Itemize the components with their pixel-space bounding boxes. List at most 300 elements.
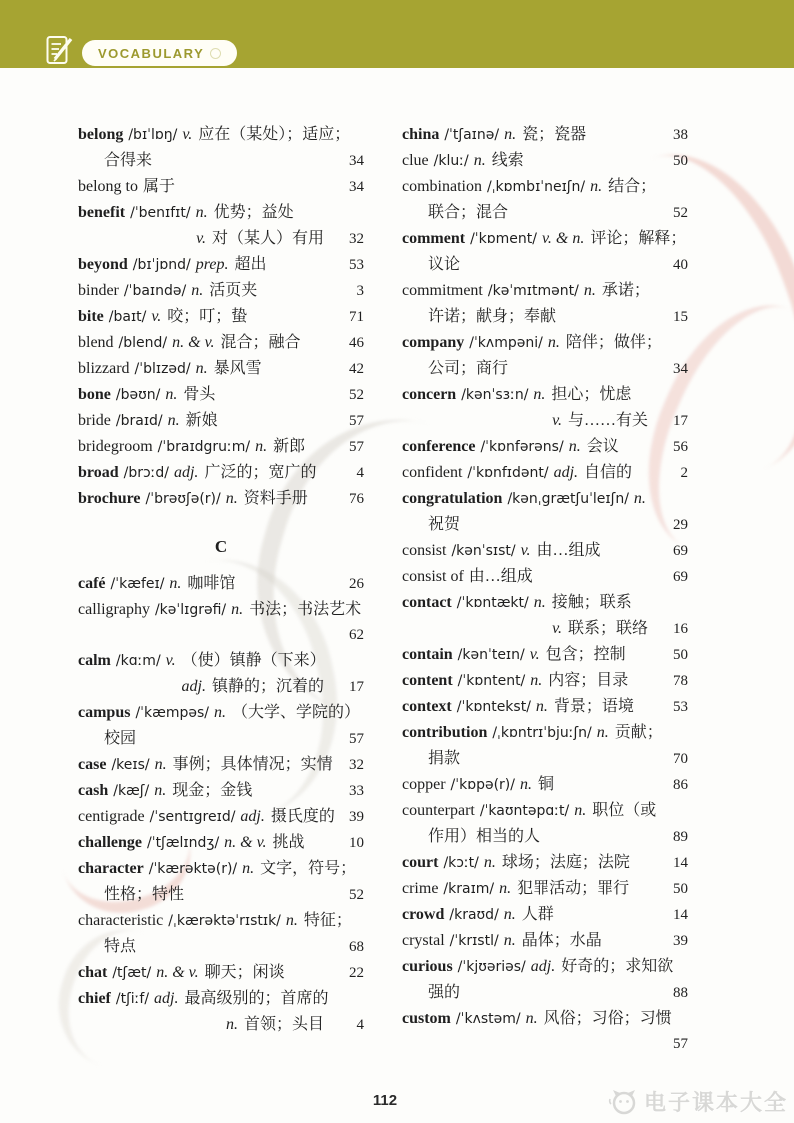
vocab-entry: [78, 174, 364, 200]
headword: chief: [78, 990, 111, 1007]
page-ref: 39: [673, 933, 688, 949]
page-ref: 17: [673, 413, 688, 429]
phonetic: /bəʊn/: [115, 387, 161, 403]
part-of-speech: n.: [285, 912, 298, 929]
vocab-entry: [78, 200, 364, 252]
vocab-entry: [402, 330, 688, 382]
phonetic: /kənˌgrætʃuˈleɪʃn/: [507, 491, 629, 507]
definition-zh: 风俗；习俗；习惯: [543, 1010, 672, 1027]
vocab-entry: [78, 700, 364, 752]
definition-zh: 祝贺: [428, 516, 461, 533]
part-of-speech: n.: [214, 704, 227, 721]
part-of-speech: n.: [195, 204, 208, 221]
definition-zh: 骨头: [183, 386, 216, 403]
definition-zh: 合得来: [104, 152, 153, 169]
entry-line: [402, 746, 688, 772]
definition-zh: 许诺；献身；奉献: [428, 308, 557, 325]
entry-line: [78, 330, 364, 356]
part-of-speech: adj.: [240, 808, 265, 825]
entry-line: [78, 908, 364, 934]
entry-line: [78, 200, 364, 226]
part-of-speech: n. & v.: [224, 834, 267, 851]
part-of-speech: n.: [574, 802, 587, 819]
headword: congratulation: [402, 490, 503, 507]
part-of-speech: adj.: [530, 958, 556, 975]
phonetic: /kənˈteɪn/: [457, 647, 525, 663]
vocab-entry: [78, 304, 364, 330]
entry-line: [78, 1012, 364, 1038]
phonetic: /ˈkæmpəs/: [135, 705, 210, 721]
entry-line: [402, 512, 688, 538]
entry-line: [402, 590, 688, 616]
phonetic: /ˈtʃaɪnə/: [444, 127, 500, 143]
entry-line: [402, 252, 688, 278]
definition-zh: 混合；融合: [220, 334, 301, 351]
headword: character: [78, 860, 144, 877]
entry-line: [402, 382, 688, 408]
page-ref: 52: [349, 887, 364, 903]
page-ref: 26: [349, 576, 364, 592]
vocab-column-right: [402, 122, 688, 1057]
definition-zh: 由…组成: [468, 568, 533, 585]
headword: contain: [402, 646, 453, 663]
phonetic: /kraɪm/: [443, 881, 495, 897]
headword: copper: [402, 776, 446, 793]
page-ref: 71: [349, 309, 364, 325]
entry-line: [402, 174, 688, 200]
notebook-pencil-icon: [46, 34, 74, 66]
entry-line: [78, 597, 364, 623]
entry-line: [402, 148, 688, 174]
definition-zh: 文字，符号；: [260, 860, 357, 877]
part-of-speech: n.: [154, 782, 167, 799]
definition-zh: 广泛的；宽广的: [204, 464, 317, 481]
page-ref: 69: [673, 543, 688, 559]
entry-line: [402, 616, 688, 642]
page-ref: 2: [680, 465, 688, 481]
part-of-speech: n.: [583, 282, 596, 299]
page-ref: 32: [349, 231, 364, 247]
headword: challenge: [78, 834, 142, 851]
entry-line: [402, 954, 688, 980]
entry-line: [402, 772, 688, 798]
vocab-column-left: [78, 122, 364, 1038]
headword: broad: [78, 464, 119, 481]
phonetic: /ˈkaʊntəpɑːt/: [479, 803, 570, 819]
headword: counterpart: [402, 802, 475, 819]
vocab-entry: [402, 850, 688, 876]
definition-zh: 联合；混合: [428, 204, 509, 221]
part-of-speech: adj.: [154, 990, 179, 1007]
page-ref: 16: [673, 621, 688, 637]
definition-zh: （使）镇静（下来）: [181, 652, 326, 669]
vocab-entry: [402, 122, 688, 148]
entry-line: [78, 434, 364, 460]
entry-line: [402, 928, 688, 954]
definition-zh: 公司；商行: [428, 360, 509, 377]
definition-zh: 犯罪活动；罪行: [517, 880, 630, 897]
headword: context: [402, 698, 452, 715]
part-of-speech: n.: [596, 724, 609, 741]
vocab-entry: [402, 434, 688, 460]
headword: belong: [78, 126, 124, 143]
page-ref: 88: [673, 985, 688, 1001]
entry-line: [78, 408, 364, 434]
part-of-speech: n.: [520, 776, 532, 793]
entry-line: [402, 330, 688, 356]
entry-line: [402, 460, 688, 486]
page-ref: 10: [349, 835, 364, 851]
headword: blend: [78, 334, 114, 351]
page-ref: 50: [673, 881, 688, 897]
entry-line: [78, 174, 364, 200]
phonetic: /ˈkʌstəm/: [455, 1011, 521, 1027]
entry-line: [78, 960, 364, 986]
definition-zh: 评论；解释；: [590, 230, 687, 247]
headword: commitment: [402, 282, 483, 299]
headword: crime: [402, 880, 439, 897]
page-ref: 53: [673, 699, 688, 715]
definition-zh: 现金；金钱: [172, 782, 253, 799]
headword: binder: [78, 282, 119, 299]
vocab-entry: [78, 856, 364, 908]
page-ref: 34: [349, 153, 364, 169]
vocab-entry: [78, 804, 364, 830]
page-header: [0, 0, 794, 68]
phonetic: /kraʊd/: [449, 907, 499, 923]
vocab-entry: [402, 798, 688, 850]
phonetic: /bɪˈjɒnd/: [132, 257, 191, 273]
part-of-speech: n.: [590, 178, 603, 195]
entry-line: [78, 700, 364, 726]
definition-zh: 书法；书法艺术: [249, 601, 362, 618]
part-of-speech: n.: [503, 932, 516, 949]
page-ref: 68: [349, 939, 364, 955]
vocab-entry: [78, 960, 364, 986]
definition-zh: 事例；具体情况；实情: [172, 756, 333, 773]
vocab-entry: [402, 382, 688, 434]
part-of-speech: v.: [165, 652, 176, 669]
vocab-entry: [78, 434, 364, 460]
vocab-entry: [402, 772, 688, 798]
entry-line: [402, 850, 688, 876]
entry-line: [78, 986, 364, 1012]
definition-zh: 职位（或: [592, 802, 657, 819]
part-of-speech: n. & v.: [156, 964, 199, 981]
part-of-speech: v. & n.: [541, 230, 585, 247]
phonetic: /kæʃ/: [113, 783, 150, 799]
vocab-entry: [402, 174, 688, 226]
page-ref: 70: [673, 751, 688, 767]
part-of-speech: n.: [547, 334, 560, 351]
vocab-entry: [78, 382, 364, 408]
page-ref: 3: [356, 283, 364, 299]
page-ref: 56: [673, 439, 688, 455]
headword: curious: [402, 958, 453, 975]
headword: case: [78, 756, 107, 773]
definition-zh: 与……有关: [567, 412, 648, 429]
phonetic: /ˈkrɪstl/: [449, 933, 499, 949]
headword: centigrade: [78, 808, 145, 825]
part-of-speech: n. & v.: [172, 334, 215, 351]
phonetic: /tʃiːf/: [115, 991, 150, 1007]
phonetic: /ˈtʃælɪndʒ/: [147, 835, 220, 851]
entry-line: [402, 122, 688, 148]
page-ref: 50: [673, 153, 688, 169]
entry-line: [402, 876, 688, 902]
entry-line: [78, 934, 364, 960]
definition-zh: 最高级别的；首席的: [184, 990, 329, 1007]
phonetic: /ˌkɒntrɪˈbjuːʃn/: [492, 725, 592, 741]
definition-zh: 陪伴；做伴；: [565, 334, 662, 351]
definition-zh: 对（某人）有用: [211, 230, 324, 247]
page-ref: 34: [349, 179, 364, 195]
page-ref: 53: [349, 257, 364, 273]
definition-zh: 好奇的；求知欲: [561, 958, 674, 975]
vocab-entry: [78, 986, 364, 1038]
entry-line: [402, 824, 688, 850]
page-ref: 69: [673, 569, 688, 585]
vocab-entry: [402, 954, 688, 1006]
phonetic: /keɪs/: [111, 757, 150, 773]
entry-line: [78, 226, 364, 252]
phonetic: /ˈkʌmpəni/: [469, 335, 543, 351]
headword: chat: [78, 964, 108, 981]
phonetic: /braɪd/: [115, 413, 163, 429]
vocab-entry: [402, 278, 688, 330]
definition-zh: 暴风雪: [213, 360, 262, 377]
entry-line: [78, 252, 364, 278]
vocab-entry: [402, 876, 688, 902]
definition-zh: 首领；头目: [243, 1016, 324, 1033]
page-ref: 76: [349, 491, 364, 507]
vocab-entry: [78, 908, 364, 960]
definition-zh: 会议: [586, 438, 619, 455]
headword: benefit: [78, 204, 126, 221]
definition-zh: 咬；叮；蛰: [167, 308, 248, 325]
entry-line: [402, 434, 688, 460]
entry-line: [402, 1032, 688, 1057]
vocab-entry: [402, 460, 688, 486]
part-of-speech: n.: [167, 412, 180, 429]
part-of-speech: n.: [504, 126, 517, 143]
definition-zh: 包含；控制: [545, 646, 626, 663]
entry-line: [78, 356, 364, 382]
definition-zh: 铜: [538, 776, 555, 793]
headword: calligraphy: [78, 601, 150, 618]
headword: bite: [78, 308, 104, 325]
vocab-entry: [402, 226, 688, 278]
page-ref: 14: [673, 855, 688, 871]
phonetic: /ˈkɒpə(r)/: [450, 777, 515, 793]
part-of-speech: n.: [231, 601, 244, 618]
page-ref: 42: [349, 361, 364, 377]
vocab-entry: [402, 538, 688, 564]
definition-zh: 内容；目录: [548, 672, 629, 689]
part-of-speech: adj.: [553, 464, 579, 481]
headword: beyond: [78, 256, 128, 273]
headword: blizzard: [78, 360, 130, 377]
vocab-entry: [78, 597, 364, 648]
headword: content: [402, 672, 453, 689]
entry-line: [402, 980, 688, 1006]
headword: combination: [402, 178, 482, 195]
phonetic: /ˌkɒmbɪˈneɪʃn/: [486, 179, 586, 195]
page-ref: 22: [349, 965, 364, 981]
phonetic: /ˈbraɪdgruːm/: [157, 439, 251, 455]
phonetic: /ˈkjʊəriəs/: [457, 959, 526, 975]
part-of-speech: n.: [242, 860, 255, 877]
entry-line: [78, 804, 364, 830]
vocab-entry: [78, 122, 364, 174]
entry-line: [78, 778, 364, 804]
page-ref: 38: [673, 127, 688, 143]
vocab-entry: [402, 1006, 688, 1057]
entry-line: [402, 720, 688, 746]
headword: company: [402, 334, 465, 351]
phonetic: /ˌkærəktəˈrɪstɪk/: [168, 913, 281, 929]
part-of-speech: n.: [533, 594, 546, 611]
part-of-speech: n.: [169, 575, 182, 592]
vocab-entry: [402, 564, 688, 590]
phonetic: /ˈbrəʊʃə(r)/: [145, 491, 221, 507]
definition-zh: 贡献；: [614, 724, 663, 741]
page-ref: 57: [349, 413, 364, 429]
page-ref: 52: [673, 205, 688, 221]
phonetic: /ˈkæfeɪ/: [110, 576, 165, 592]
page-ref: 33: [349, 783, 364, 799]
part-of-speech: adj.: [181, 678, 206, 695]
part-of-speech: n.: [483, 854, 496, 871]
vocab-entry: [78, 408, 364, 434]
headword: conference: [402, 438, 476, 455]
page-ref: 29: [673, 517, 688, 533]
definition-zh: 资料手册: [243, 490, 308, 507]
entry-line: [78, 148, 364, 174]
headword: crowd: [402, 906, 445, 923]
headword: café: [78, 575, 106, 592]
entry-line: [78, 752, 364, 778]
headword: consist: [402, 542, 447, 559]
part-of-speech: prep.: [195, 256, 229, 273]
phonetic: /ˈbenɪfɪt/: [130, 205, 191, 221]
entry-line: [402, 902, 688, 928]
definition-zh: 属于: [143, 178, 176, 195]
part-of-speech: n.: [568, 438, 581, 455]
phonetic: /ˈkɒnfɪdənt/: [467, 465, 549, 481]
definition-zh: 优势；益处: [213, 204, 294, 221]
page-ref: 62: [349, 627, 364, 643]
definition-zh: 校园: [104, 730, 137, 747]
part-of-speech: n.: [525, 1010, 538, 1027]
watermark-text: 电子课本大全: [643, 1090, 788, 1115]
vocabulary-badge: [82, 40, 237, 66]
definition-zh: 作用）相当的人: [428, 828, 541, 845]
vocab-entry: [78, 252, 364, 278]
entry-line: [402, 642, 688, 668]
definition-zh: 接触；联系: [551, 594, 632, 611]
definition-zh: 新娘: [185, 412, 218, 429]
entry-line: [78, 122, 364, 148]
vocab-entry: [402, 486, 688, 538]
definition-zh: 议论: [428, 256, 461, 273]
phonetic: /ˈkærəktə(r)/: [148, 861, 238, 877]
vocab-entry: [78, 752, 364, 778]
entry-line: [402, 564, 688, 590]
entry-line: [78, 278, 364, 304]
headword: calm: [78, 652, 111, 669]
entry-line: [78, 830, 364, 856]
definition-zh: 线索: [491, 152, 524, 169]
vocab-entry: [78, 486, 364, 512]
part-of-speech: v.: [552, 620, 562, 637]
phonetic: /kluː/: [433, 153, 469, 169]
page-ref: 52: [349, 387, 364, 403]
headword: campus: [78, 704, 131, 721]
vocab-entry: [402, 902, 688, 928]
definition-zh: 捐款: [428, 750, 461, 767]
definition-zh: 镇静的；沉着的: [211, 678, 324, 695]
page-ref: 39: [349, 809, 364, 825]
definition-zh: 挑战: [272, 834, 305, 851]
vocab-entry: [78, 778, 364, 804]
page-ref: 86: [673, 777, 688, 793]
headword: china: [402, 126, 440, 143]
entry-line: [402, 226, 688, 252]
part-of-speech: n.: [535, 698, 548, 715]
badge-mark-icon: [210, 48, 221, 59]
entry-line: [78, 623, 364, 648]
phonetic: /ˈbaɪndə/: [123, 283, 187, 299]
definition-zh: 特点: [104, 938, 137, 955]
part-of-speech: n.: [499, 880, 512, 897]
part-of-speech: n.: [154, 756, 167, 773]
definition-zh: 球场；法庭；法院: [501, 854, 630, 871]
headword: custom: [402, 1010, 451, 1027]
page-ref: 57: [349, 731, 364, 747]
part-of-speech: n.: [473, 152, 486, 169]
definition-zh: 聊天；闲谈: [204, 964, 285, 981]
vocab-entry: [78, 330, 364, 356]
entry-line: [402, 694, 688, 720]
headword: crystal: [402, 932, 445, 949]
entry-line: [402, 304, 688, 330]
headword: belong to: [78, 178, 138, 195]
entry-line: [402, 408, 688, 434]
vocab-entry: [402, 668, 688, 694]
entry-line: [78, 856, 364, 882]
vocab-entry: [402, 148, 688, 174]
vocab-entry: [402, 694, 688, 720]
page-ref: 32: [349, 757, 364, 773]
part-of-speech: v.: [552, 412, 562, 429]
part-of-speech: n.: [195, 360, 208, 377]
entry-line: [402, 278, 688, 304]
entry-line: [402, 356, 688, 382]
definition-zh: 担心；忧虑: [551, 386, 632, 403]
definition-zh: 强的: [428, 984, 461, 1001]
definition-zh: 人群: [521, 906, 554, 923]
part-of-speech: v.: [529, 646, 540, 663]
page-ref: 40: [673, 257, 688, 273]
badge-label: VOCABULARY: [98, 45, 205, 61]
definition-zh: （大学、学院的）: [232, 704, 361, 721]
entry-line: [402, 668, 688, 694]
headword: comment: [402, 230, 466, 247]
section-heading: C: [214, 537, 228, 556]
part-of-speech: n.: [225, 1016, 238, 1033]
phonetic: /kənˈsɜːn/: [461, 387, 529, 403]
